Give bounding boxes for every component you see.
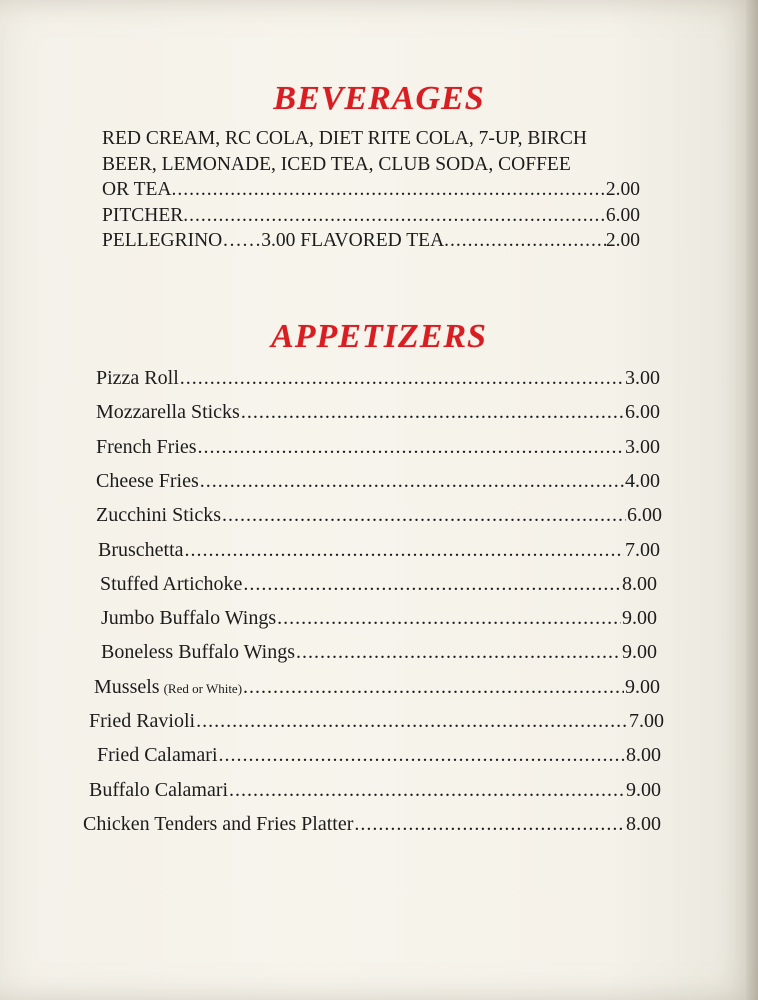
appetizer-item (101, 641, 657, 671)
leader-dots (241, 401, 624, 424)
appetizer-name: Mozzarella Sticks (96, 401, 240, 424)
leader-dots (444, 228, 606, 254)
appetizer-item (83, 813, 661, 843)
appetizer-price: 8.00 (622, 572, 657, 595)
appetizer-name: Boneless Buffalo Wings (101, 641, 296, 664)
appetizer-price: 7.00 (625, 538, 660, 561)
beverages-heading: BEVERAGES (273, 80, 485, 117)
appetizer-price: 9.00 (622, 607, 657, 630)
pitcher-label: PITCHER (102, 204, 184, 226)
appetizer-price: 9.00 (622, 641, 657, 664)
beverages-list-line: BEER, LEMONADE, ICED TEA, CLUB SODA, COFFEE (102, 153, 571, 175)
appetizer-item (96, 470, 660, 500)
appetizer-item (89, 779, 661, 809)
leader-dots (198, 436, 624, 459)
appetizer-price: 3.00 (625, 367, 660, 389)
leader-dots (172, 177, 606, 203)
appetizer-item (100, 573, 657, 603)
leader-dots (296, 641, 621, 664)
appetizer-item (97, 744, 661, 774)
beverages-row-price: 2.00 (605, 179, 640, 200)
beverages-coffee-tea-row (102, 177, 640, 203)
appetizer-name: Bruschetta (98, 538, 184, 561)
leader-dots (277, 607, 621, 630)
appetizer-price: 6.00 (625, 401, 660, 424)
appetizer-name: Zucchini Sticks (96, 504, 221, 527)
appetizer-item (101, 607, 657, 637)
appetizer-item (96, 504, 662, 534)
beverages-row-label: OR TEA (102, 179, 172, 200)
appetizer-price: 8.00 (626, 744, 661, 767)
leader-dots (180, 367, 624, 390)
pellegrino-text: PELLEGRINO……3.00 FLAVORED TEA (102, 230, 445, 251)
leader-dots (219, 744, 625, 767)
appetizer-name: Buffalo Calamari (89, 778, 229, 801)
beverages-list-line: RED CREAM, RC COLA, DIET RITE COLA, 7-UP, BIRCH (102, 128, 587, 149)
appetizer-item (96, 436, 660, 466)
beverages-pellegrino-row (102, 228, 640, 254)
appetizer-item (96, 367, 660, 397)
leader-dots (222, 504, 626, 527)
leader-dots (196, 710, 628, 733)
leader-dots (229, 779, 625, 802)
appetizer-note: (Red or White) (163, 680, 243, 696)
appetizer-name: Cheese Fries (96, 469, 199, 492)
appetizer-name: French Fries (96, 435, 197, 458)
appetizer-item (96, 401, 660, 431)
appetizer-name: Jumbo Buffalo Wings (101, 607, 277, 630)
appetizer-name: Fried Calamari (97, 744, 218, 767)
appetizer-item (98, 539, 660, 569)
leader-dots (200, 470, 624, 493)
appetizer-item (94, 676, 660, 706)
appetizer-name: Pizza Roll (96, 367, 179, 389)
flavored-tea-price: 2.00 (605, 230, 640, 251)
leader-dots (185, 539, 624, 562)
appetizers-heading: APPETIZERS (271, 318, 487, 355)
appetizer-name: Fried Ravioli (89, 710, 196, 732)
appetizer-name: Mussels (94, 675, 160, 698)
appetizer-price: 3.00 (625, 435, 660, 458)
appetizer-name: Stuffed Artichoke (100, 572, 243, 595)
leader-dots (243, 676, 624, 699)
appetizer-price: 4.00 (625, 469, 660, 492)
appetizer-item (89, 710, 664, 740)
page-edge-shadow (746, 0, 758, 1000)
appetizer-price: 7.00 (629, 710, 664, 732)
leader-dots (183, 203, 606, 229)
pitcher-price: 6.00 (605, 204, 640, 226)
leader-dots (243, 573, 621, 596)
beverages-pitcher-row (102, 203, 640, 229)
appetizer-price: 9.00 (626, 778, 661, 801)
appetizer-price: 9.00 (625, 675, 660, 698)
beverages-section (102, 126, 682, 254)
appetizer-price: 6.00 (627, 504, 662, 527)
appetizer-name: Chicken Tenders and Fries Platter (83, 812, 354, 835)
leader-dots (354, 813, 625, 836)
appetizer-price: 8.00 (626, 812, 661, 835)
